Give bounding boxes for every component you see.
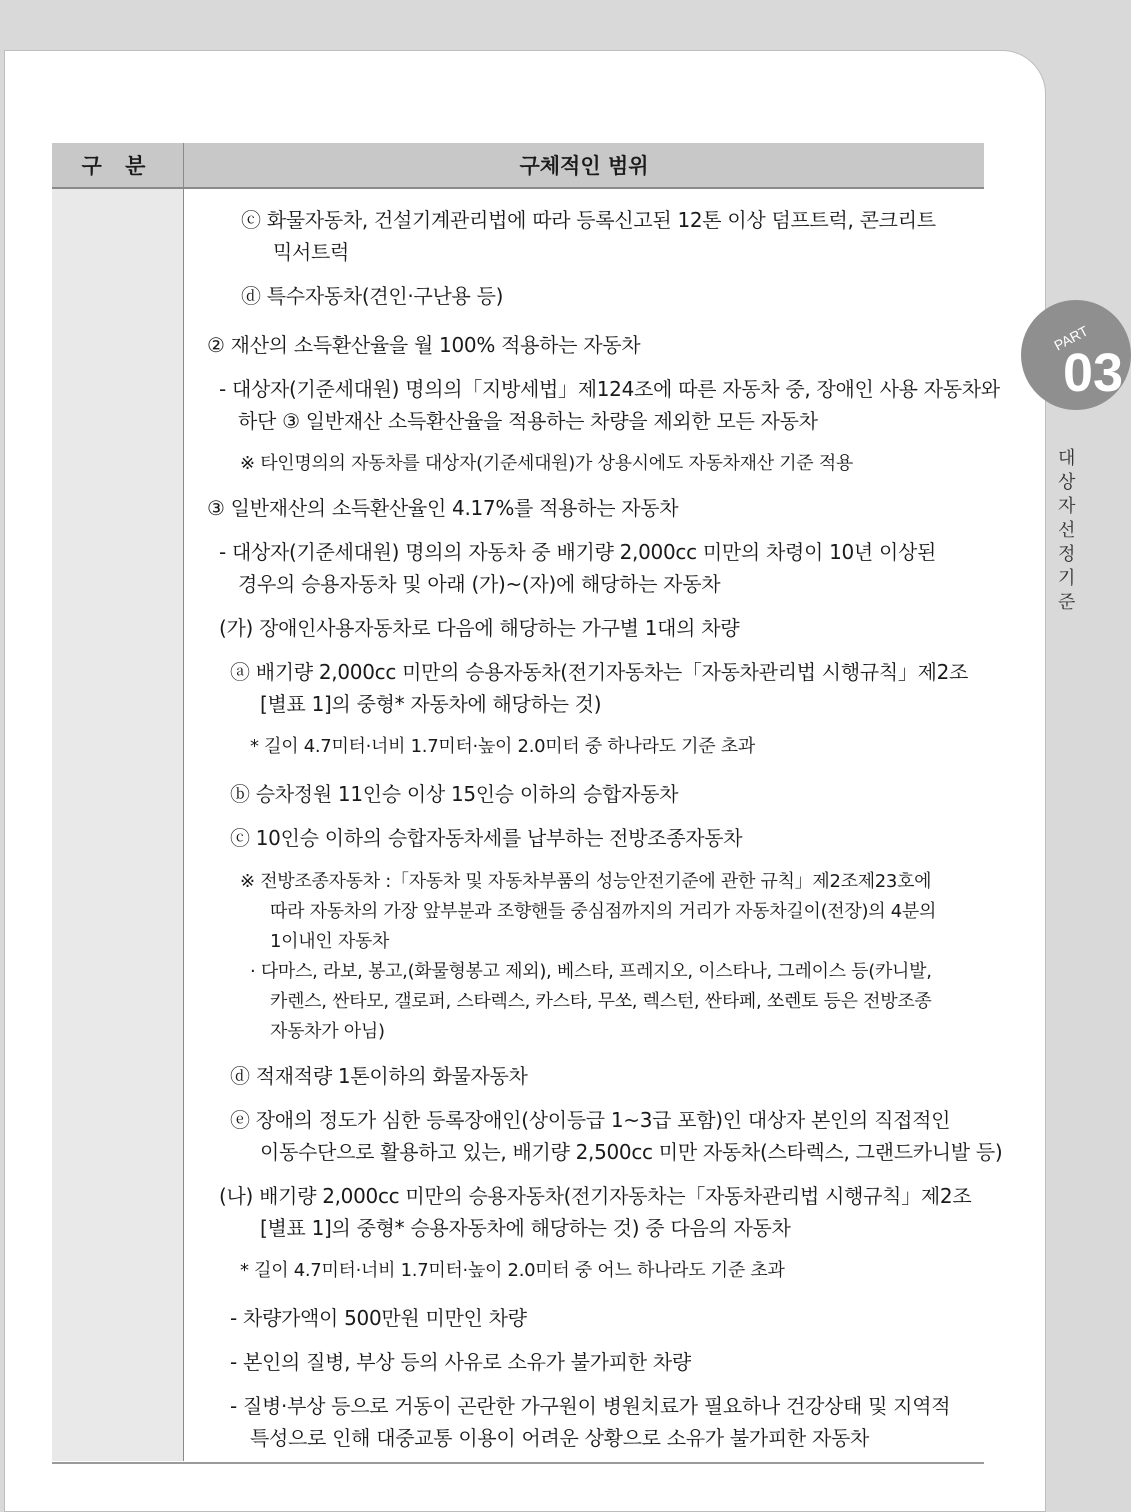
part-tab — [1021, 300, 1124, 410]
text-line: 특성으로 인해 대중교통 이용이 어려운 상황으로 소유가 불가피한 자동차 — [250, 1426, 870, 1450]
text-line: ⓓ 적재적량 1톤이하의 화물자동차 — [230, 1064, 528, 1088]
text-line: - 차량가액이 500만원 미만인 차량 — [230, 1306, 527, 1330]
text-line: 믹서트럭 — [273, 240, 350, 264]
text-line: - 대상자(기준세대원) 명의의 자동차 중 배기량 2,000cc 미만의 차령이 10년 이상된 — [219, 540, 937, 564]
text-line: ※ 타인명의의 자동차를 대상자(기준세대원)가 상용시에도 자동차재산 기준 적용 — [240, 453, 853, 474]
text-line: (나) 배기량 2,000cc 미만의 승용자동차(전기자동차는「자동차관리법 시행규칙」제2조 — [219, 1184, 972, 1208]
text-line: ⓓ 특수자동차(견인·구난용 등) — [241, 284, 504, 308]
text-line: 이동수단으로 활용하고 있는, 배기량 2,500cc 미만 자동차(스타렉스, 그랜드카니발 등) — [260, 1140, 1003, 1164]
text-line: * 길이 4.7미터·너비 1.7미터·높이 2.0미터 중 하나라도 기준 초과 — [250, 736, 755, 757]
criteria-table — [52, 143, 1003, 1465]
text-line: 1이내인 자동차 — [270, 931, 390, 952]
text-line: [별표 1]의 중형* 승용자동차에 해당하는 것) 중 다음의 자동차 — [260, 1216, 791, 1240]
header-scope: 구체적인 범위 — [519, 154, 649, 178]
table-bottom-rule — [52, 1462, 984, 1464]
text-line: - 본인의 질병, 부상 등의 사유로 소유가 불가피한 차량 — [230, 1350, 691, 1374]
text-line: (가) 장애인사용자동차로 다음에 해당하는 가구별 1대의 차량 — [219, 616, 740, 640]
text-line: 카렌스, 싼타모, 갤로퍼, 스타렉스, 카스타, 무쏘, 렉스턴, 싼타페, 쏘렌토 등은 전방조종 — [270, 991, 932, 1012]
part-number: 03 — [1063, 343, 1124, 403]
text-line: * 길이 4.7미터·너비 1.7미터·높이 2.0미터 중 어느 하나라도 기준 초과 — [240, 1260, 785, 1281]
text-line: ③ 일반재산의 소득환산율인 4.17%를 적용하는 자동차 — [207, 496, 679, 520]
text-line: ※ 전방조종자동차 :「자동차 및 자동차부품의 성능안전기준에 관한 규칙」제2조제23호에 — [240, 871, 932, 892]
header-category: 구 분 — [52, 143, 184, 187]
text-line: ⓑ 승차정원 11인승 이상 15인승 이하의 승합자동차 — [230, 782, 679, 806]
text-line: - 대상자(기준세대원) 명의의「지방세법」제124조에 따른 자동차 중, 장애인 사용 자동차와 — [219, 377, 1000, 401]
text-line: - 질병·부상 등으로 거동이 곤란한 가구원이 병원치료가 필요하나 건강상태 및 지역적 — [230, 1394, 951, 1418]
text-line: ⓒ 화물자동차, 건설기계관리법에 따라 등록신고된 12톤 이상 덤프트럭, 콘크리트 — [241, 208, 936, 232]
text-line: ② 재산의 소득환산율을 월 100% 적용하는 자동차 — [207, 333, 641, 357]
text-line: ⓒ 10인승 이하의 승합자동차세를 납부하는 전방조종자동차 — [230, 826, 743, 850]
text-line: ⓔ 장애의 정도가 심한 등록장애인(상이등급 1~3급 포함)인 대상자 본인의 직접적인 — [230, 1108, 951, 1132]
text-line: 따라 자동차의 가장 앞부분과 조향핸들 중심점까지의 거리가 자동차길이(전장)의 4분의 — [270, 901, 937, 922]
text-line: 경우의 승용자동차 및 아래 (가)~(자)에 해당하는 자동차 — [238, 572, 721, 596]
text-line: · 다마스, 라보, 봉고,(화물형봉고 제외), 베스타, 프레지오, 이스타나, 그레이스 등(카니발, — [250, 961, 932, 982]
scope-cell — [184, 189, 1003, 1461]
part-label: PART — [1051, 322, 1091, 354]
text-line: ⓐ 배기량 2,000cc 미만의 승용자동차(전기자동차는「자동차관리법 시행규칙」제2조 — [230, 660, 969, 684]
text-line: 자동차가 아님) — [270, 1021, 385, 1042]
text-line: 하단 ③ 일반재산 소득환산율을 적용하는 차량을 제외한 모든 자동차 — [238, 409, 818, 433]
text-line: [별표 1]의 중형* 자동차에 해당하는 것) — [260, 692, 602, 716]
chapter-side-text: 대상자 선정기준 — [1058, 448, 1076, 613]
table-header — [52, 143, 984, 189]
category-cell — [52, 189, 184, 1461]
